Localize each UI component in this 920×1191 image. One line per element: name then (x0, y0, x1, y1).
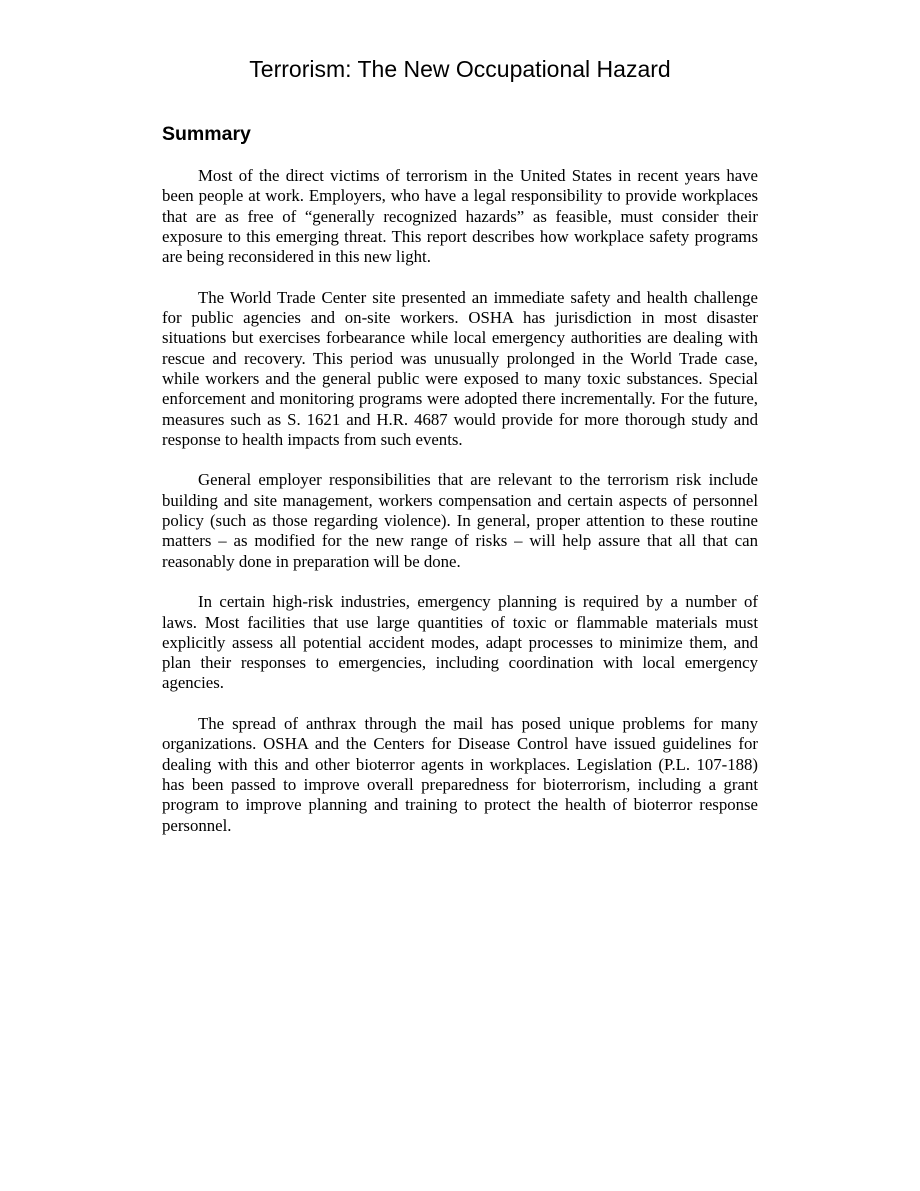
summary-paragraph-2: The World Trade Center site presented an immediate safety and health challenge for public agencies and on-site workers. OSHA has jurisdiction in most disaster situations but exercises forbearance while local emergency authorities are dealing with rescue and recovery. This period was unusually prolonged in the World Trade case, while workers and the general public were exposed to many toxic substances. Special enforcement and monitoring programs were adopted there incrementally. For the future, measures such as S. 1621 and H.R. 4687 would provide for more thorough study and response to health impacts from such events. (162, 287, 758, 449)
document-title: Terrorism: The New Occupational Hazard (249, 56, 671, 82)
summary-paragraph-1: Most of the direct victims of terrorism in the United States in recent years have been people at work. Employers, who have a legal responsibility to provide workplaces that are as free of “generally recognized hazards” as feasible, must consider their exposure to this emerging threat. This report describes how workplace safety programs are being reconsidered in this new light. (162, 166, 758, 267)
section-heading-summary: Summary (162, 123, 251, 145)
summary-paragraph-4: In certain high-risk industries, emergency planning is required by a number of laws. Most facilities that use large quantities of toxic or flammable materials must explicitly assess all potential accident modes, adapt processes to minimize them, and plan their responses to emergencies, including coordination with local emergency agencies. (162, 592, 758, 693)
summary-body (162, 166, 758, 856)
summary-paragraph-5: The spread of anthrax through the mail has posed unique problems for many organizations. OSHA and the Centers for Disease Control have issued guidelines for dealing with this and other bioterror agents in workplaces. Legislation (P.L. 107-188) has been passed to improve overall preparedness for bioterrorism, including a grant program to improve planning and training to protect the health of bioterror response personnel. (162, 714, 758, 835)
summary-paragraph-3: General employer responsibilities that are relevant to the terrorism risk include building and site management, workers compensation and certain aspects of personnel policy (such as those regarding violence). In general, proper attention to these routine matters – as modified for the new range of risks – will help assure that all that can reasonably done in preparation will be done. (162, 470, 758, 571)
